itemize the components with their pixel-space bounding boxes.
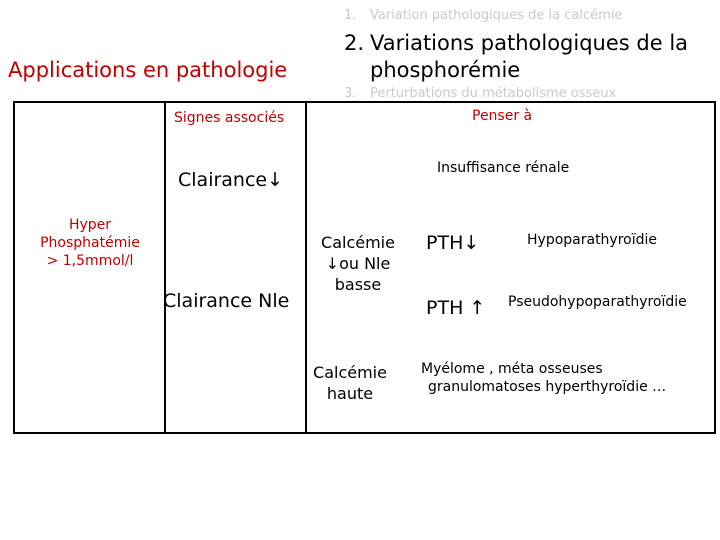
- condition-line-2: Phosphatémie: [40, 235, 140, 251]
- nav-label: Perturbations du métabolisme osseux: [370, 86, 617, 101]
- nav-item-3[interactable]: [344, 86, 616, 101]
- diagnosis-renal-failure: Insuffisance rénale: [437, 160, 570, 176]
- calcemie-high-line-1: Calcémie: [313, 363, 387, 382]
- header-penser-a: Penser à: [472, 108, 533, 124]
- vertical-divider-2: [305, 101, 307, 432]
- clearance-normal: Clairance Nle: [163, 290, 290, 312]
- calcemie-high-line-2: haute: [326, 384, 374, 403]
- diagnosis-pseudohypoparathyroidism: Pseudohypoparathyroïdie: [508, 294, 687, 310]
- diagnosis-other-line-2: granulomatoses hyperthyroïdie …: [428, 379, 667, 395]
- calcemie-low-line-3: basse: [334, 275, 382, 294]
- diagnosis-hypoparathyroidism: Hypoparathyroïdie: [527, 232, 658, 248]
- nav-item-1[interactable]: [344, 8, 622, 23]
- nav-label: Variation pathologiques de la calcémie: [370, 8, 623, 23]
- nav-number: 2.: [344, 31, 365, 55]
- condition-line-1: Hyper: [68, 217, 112, 233]
- condition-label: [20, 216, 160, 270]
- calcemie-high-cell: [310, 362, 390, 404]
- page-title: Applications en pathologie: [8, 58, 288, 82]
- vertical-divider-1: [164, 101, 166, 432]
- nav-label-line1: Variations pathologiques de la: [370, 31, 689, 55]
- condition-line-3: > 1,5mmol/l: [46, 253, 134, 269]
- nav-number: 1.: [344, 8, 357, 23]
- clearance-low: Clairance↓: [178, 169, 284, 191]
- header-signes-associes: Signes associés: [174, 110, 285, 126]
- calcemie-low-line-1: Calcémie: [321, 233, 395, 252]
- pth-high: PTH ↑: [426, 297, 486, 319]
- nav-number: 3.: [344, 86, 357, 101]
- diagnosis-other-causes: [421, 360, 666, 396]
- calcemie-low-line-2: ↓ou Nle: [325, 254, 391, 273]
- nav-label-line2: phosphorémie: [370, 58, 521, 82]
- pth-low: PTH↓: [426, 232, 480, 254]
- calcemie-low-cell: [310, 232, 406, 295]
- diagnosis-other-line-1: Myélome , méta osseuses: [421, 361, 603, 377]
- nav-item-2-active[interactable]: [344, 30, 688, 84]
